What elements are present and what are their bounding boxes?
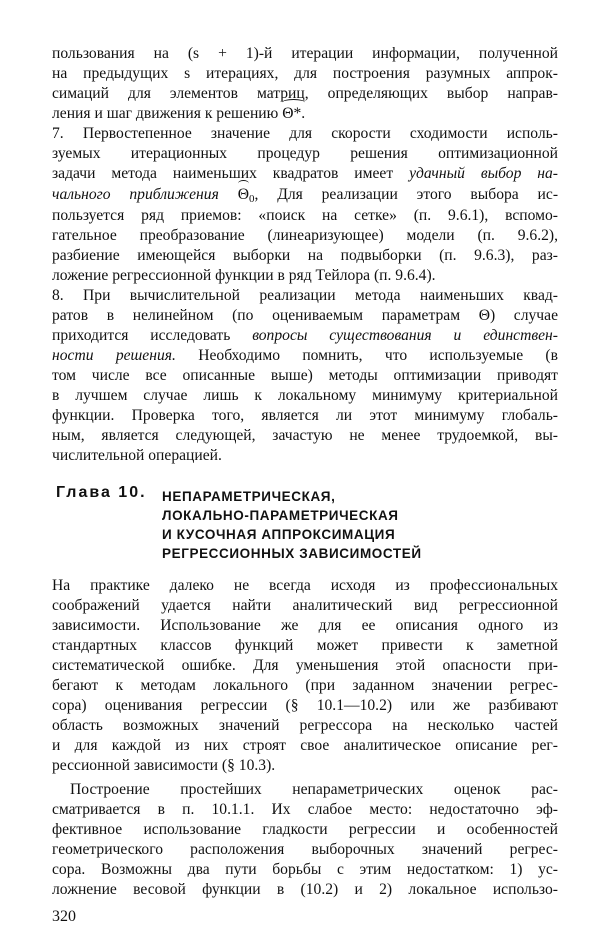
text-line: систематической ошибке. Для уменьшения этой опасности при- [52, 657, 558, 674]
italic-fragment: удачный выбор на- [409, 165, 558, 182]
text-line: симаций для элементов матриц, определяющих выбор направ- [52, 85, 558, 102]
text-line: на предыдущих s итерациях, для построения разумных аппрок- [52, 65, 558, 82]
text-fragment: , Для реализации этого выбора ис- [254, 186, 559, 203]
text-line: сматривается в п. 10.1.1. Их слабое место: недостаточно эф- [52, 801, 558, 818]
text-fragment: задачи метода наименьших квадратов имеет [52, 165, 394, 182]
text-line: область возможных значений регрессора на несколько частей [52, 717, 558, 734]
text-line [52, 326, 558, 345]
text-line: и для каждой из них строят свое аналитическое описание рег- [52, 737, 558, 754]
chapter-title-line: РЕГРЕССИОННЫХ ЗАВИСИМОСТЕЙ [162, 546, 422, 561]
text-line: зависимости. Использование же для ее описания одного из [52, 617, 558, 634]
text-line: разбиение имеющейся выборки на подвыборки (п. 9.6.3), раз- [52, 247, 558, 264]
text-line: бегают к методам локального (при заданном значении регрес- [52, 677, 558, 694]
chapter-title-line: И КУСОЧНАЯ АППРОКСИМАЦИЯ [162, 527, 396, 542]
text-line: ложение регрессионной функции в ряд Тейлора (п. 9.6.4). [52, 267, 436, 284]
italic-fragment: ности решения. [52, 347, 176, 364]
chapter-title-line: НЕПАРАМЕТРИЧЕСКАЯ, [162, 489, 336, 504]
text-line: рессионной зависимости (§ 10.3). [52, 757, 276, 774]
text-line: ратов в нелинейном (по оцениваемым параметрам Θ) случае [52, 307, 558, 324]
text-line: сора) оценивания регрессии (§ 10.1—10.2) или же разбивают [52, 697, 558, 714]
theta-subscript: 0 [248, 193, 255, 205]
text-line: в лучшем случае лишь к локальному минимуму критериальной [52, 387, 558, 404]
text-fragment: Необходимо помнить, что используемые (в [198, 347, 558, 364]
text-line: гательное преобразование (линеаризующее) модели (п. 9.6.2), [52, 227, 558, 244]
text-line [52, 104, 558, 123]
page-number: 320 [52, 908, 76, 925]
chapter-title-line: ЛОКАЛЬНО-ПАРАМЕТРИЧЕСКАЯ [162, 508, 399, 523]
text-fragment: ления и шаг движения к решению [52, 105, 279, 122]
italic-fragment: вопросы существования и единствен- [252, 327, 558, 344]
text-line: функции. Проверка того, является ли этот минимуму глобаль- [52, 407, 558, 424]
text-line: сора. Возможны два пути борьбы с этим недостатком: 1) ус- [52, 861, 558, 878]
text-line: ным, является следующей, зачастую не менее трудоемкой, вы- [52, 427, 558, 444]
theta-hat-symbol: Θ*. [282, 105, 306, 122]
text-line: ложнение весовой функции в (10.2) и 2) локальное использо- [52, 881, 558, 898]
text-line: числительной операцией. [52, 447, 222, 464]
italic-fragment: чального приближения [52, 186, 219, 203]
text-fragment: приходится исследовать [52, 327, 231, 344]
chapter-label: Глава 10. [56, 484, 147, 501]
text-line: пользуется ряд приемов: «поиск на сетке» (п. 9.6.1), вспомо- [52, 207, 558, 224]
text-line: Построение простейших непараметрических оценок рас- [70, 781, 558, 798]
text-line: геометрического расположения выборочных значений регрес- [52, 841, 558, 858]
text-line [52, 346, 558, 365]
text-line: 8. При вычислительной реализации метода наименьших квад- [52, 287, 558, 304]
text-line [52, 164, 558, 183]
text-line: пользования на (s + 1)-й итерации информации, полученной [52, 45, 558, 62]
text-line: 7. Первостепенное значение для скорости сходимости исполь- [52, 125, 558, 142]
theta-hat-symbol: Θ [237, 186, 249, 203]
text-line: фективное использование гладкости регрессии и особенностей [52, 821, 558, 838]
text-line: стандартных классов функций может привести к заметной [52, 637, 558, 654]
text-line: том числе все описанные выше) методы оптимизации приводят [52, 367, 558, 384]
text-line: На практике далеко не всегда исходя из профессиональных [52, 577, 558, 594]
text-line: зуемых итерационных процедур решения оптимизационной [52, 145, 558, 162]
text-line: соображений удается найти аналитический вид регрессионной [52, 597, 558, 614]
